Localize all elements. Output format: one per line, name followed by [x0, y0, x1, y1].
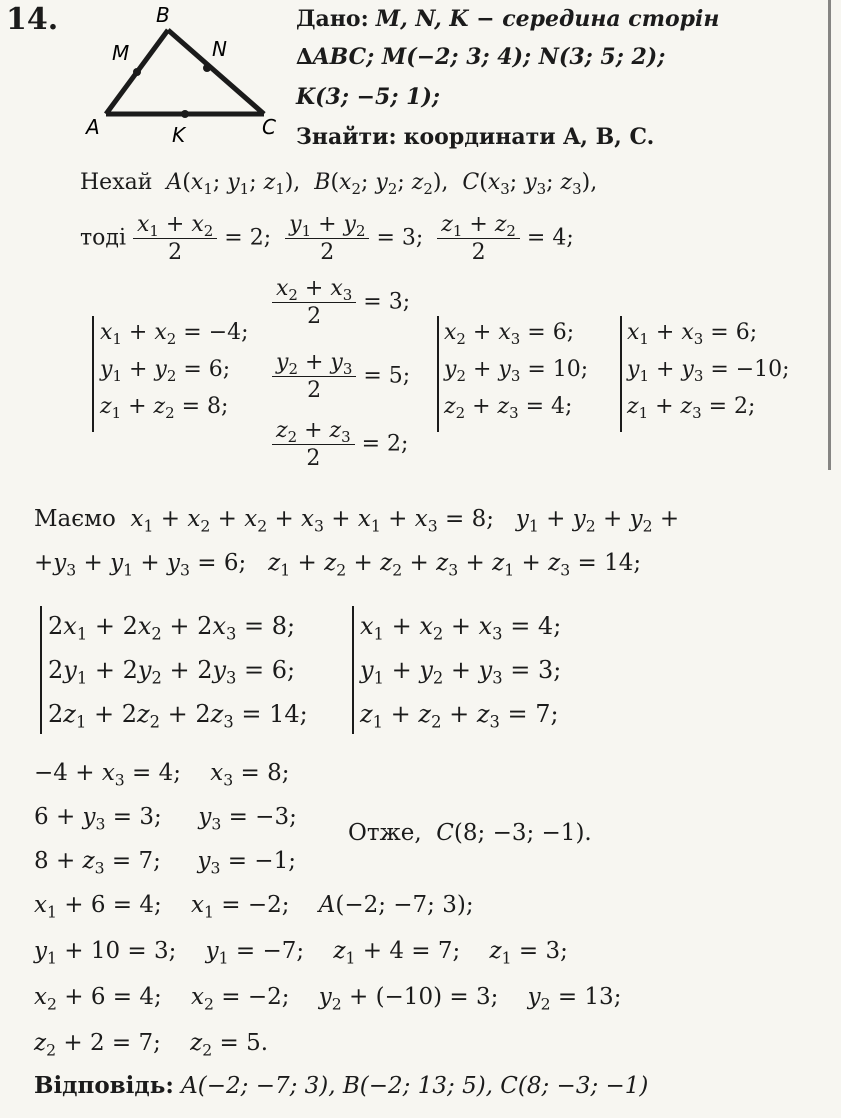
given-label: Дано:: [296, 6, 369, 32]
find-label: Знайти:: [296, 124, 397, 150]
point-n: [203, 64, 211, 72]
calc-line-6: $x_2 + 6 = 4$; $x_2 = -2$; $y_2 + (-10) = 3$; $y_2 = 13$;: [34, 984, 622, 1014]
frac-x23: $\frac{x_2 + x_3}{2}$ = 3;: [272, 276, 410, 329]
brace-sys3: [620, 316, 622, 432]
have-word: Маємо: [34, 506, 116, 532]
then-line: тоді $\frac{x_1 + x_2}{2}$ = 2; $\frac{y_1 + y_2}{2}$ = 3; $\frac{z_1 + z_2}{2}$ = 4;: [80, 212, 574, 265]
brace-sys4: [40, 606, 42, 734]
answer-line: [34, 1072, 648, 1099]
find-line: [296, 124, 654, 150]
system-4: $2x_1 + 2x_2 + 2x_3 = 8$; $2y_1 + 2y_2 + 2y_3 = 6$; $2z_1 + 2z_2 + 2z_3 = 14$;: [48, 612, 308, 732]
given-line-2: ∆ABC; M(−2; 3; 4); N(3; 5; 2);: [296, 44, 666, 70]
calc-line-3: $8 + z_3 = 7$; $y_3 = -1$;: [34, 848, 296, 878]
calc-line-5: $y_1 + 10 = 3$; $y_1 = -7$; $z_1 + 4 = 7$; $z_1 = 3$;: [34, 938, 568, 968]
problem-number: 14.: [6, 2, 59, 37]
point-m: [133, 68, 141, 76]
then-word: тоді: [80, 225, 126, 251]
have-line-2: $+y_3 + y_1 + y_3 = 6$; $z_1 + z_2 + z_2 + z_3 + z_1 + z_3 = 14$;: [34, 550, 642, 580]
label-n: N: [212, 37, 227, 61]
label-k: K: [172, 123, 186, 147]
system-5: $x_1 + x_2 + x_3 = 4$; $y_1 + y_2 + y_3 = 3$; $z_1 + z_2 + z_3 = 7$;: [360, 612, 562, 732]
triangle-figure: [84, 0, 294, 150]
brace-sys2: [437, 316, 439, 432]
so-word: Отже,: [348, 820, 422, 846]
calc-line-1: $-4 + x_3 = 4$; $x_3 = 8$;: [34, 760, 290, 790]
system-3: $x_1 + x_3 = 6$; $y_1 + y_3 = -10$; $z_1 + z_3 = 2$;: [627, 320, 790, 423]
system-2: $x_2 + x_3 = 6$; $y_2 + y_3 = 10$; $z_2 + z_3 = 4$;: [444, 320, 589, 423]
find-text: координати A, B, C.: [403, 124, 655, 150]
calc-line-4: $x_1 + 6 = 4$; $x_1 = -2$; A(−2; −7; 3);: [34, 892, 474, 922]
given-line-1: [296, 6, 719, 32]
system-1: $x_1 + x_2 = -4$; $y_1 + y_2 = 6$; $z_1 + z_2 = 8$;: [100, 320, 249, 423]
given-text: M, N, K − середина сторін: [375, 6, 720, 32]
label-a: A: [86, 115, 100, 139]
page-edge-rule: [828, 0, 831, 470]
answer-text: A(−2; −7; 3), B(−2; 13; 5), C(8; −3; −1): [181, 1073, 649, 1099]
brace-sys1: [92, 316, 94, 432]
calc-line-7: $z_2 + 2 = 7$; $z_2 = 5$.: [34, 1030, 269, 1060]
frac-y23: $\frac{y_2 + y_3}{2}$ = 5;: [272, 350, 410, 403]
have-line-1: Маємо $x_1 + x_2 + x_2 + x_3 + x_1 + x_3 = 8$; $y_1 + y_2 + y_2$ +: [34, 506, 680, 536]
calc-line-2: $6 + y_3 = 3$; $y_3 = -3$;: [34, 804, 297, 834]
label-c: C: [262, 115, 276, 139]
label-b: B: [156, 3, 170, 27]
point-k: [181, 110, 189, 118]
brace-sys5: [352, 606, 354, 734]
let-word: Нехай: [80, 170, 153, 195]
frac-z23: $\frac{z_2 + z_3}{2}$ = 2;: [272, 418, 408, 471]
label-m: M: [112, 41, 130, 65]
answer-label: Відповідь:: [34, 1072, 174, 1099]
let-line: Нехай $A(x_1$; $y_1$; $z_1$), $B(x_2$; $y_2$; $z_2$), $C(x_3$; $y_3$; $z_3$),: [80, 170, 598, 199]
so-line: Отже, C(8; −3; −1).: [348, 820, 592, 846]
given-line-3: K(3; −5; 1);: [296, 84, 440, 110]
